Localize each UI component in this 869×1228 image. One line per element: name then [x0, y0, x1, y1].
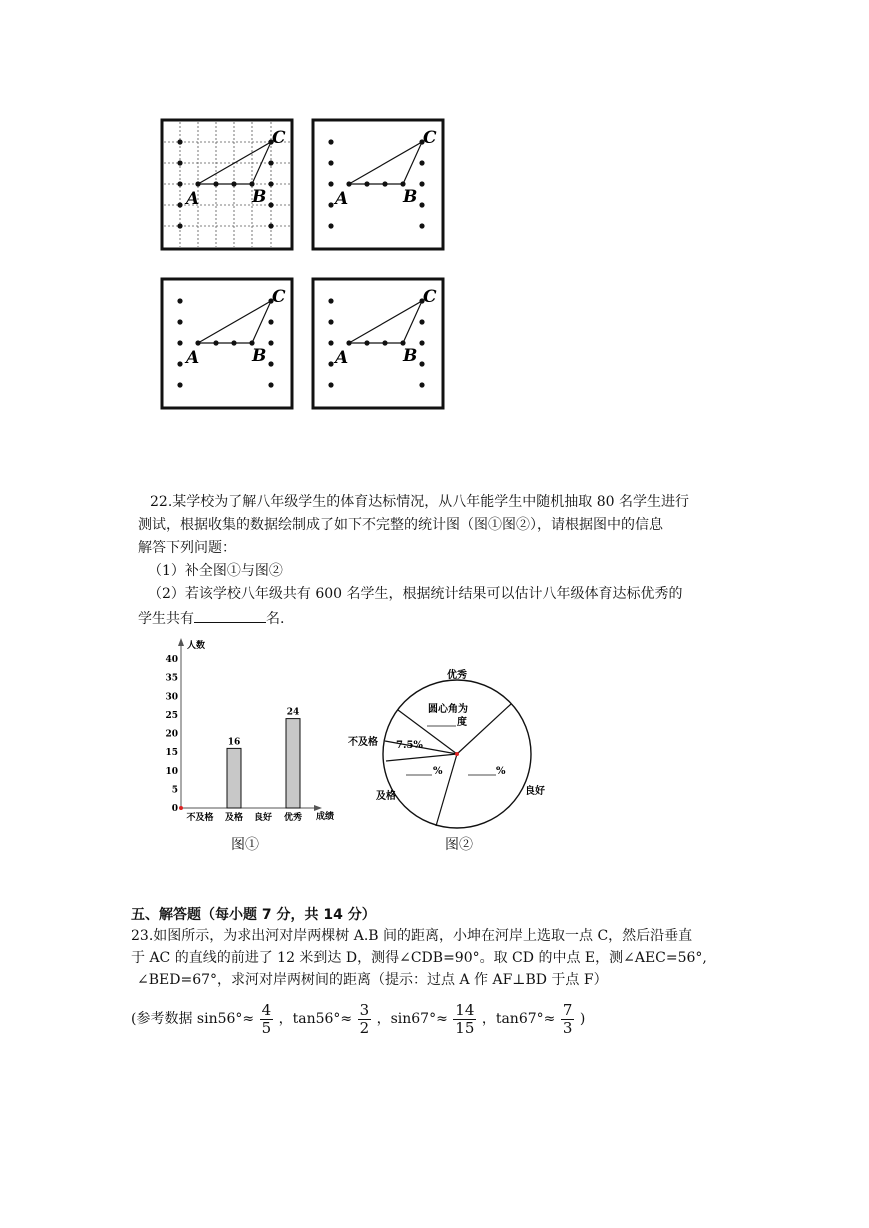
- grid-figure-4-svg: [311, 277, 445, 410]
- q22-sub-2b-post: 名.: [266, 611, 285, 627]
- label-c: C: [272, 287, 286, 307]
- pie-chart: [340, 660, 570, 840]
- x-axis-arrow: [314, 805, 322, 811]
- grid-figure-1: [160, 118, 294, 251]
- bar-chart-caption: [231, 834, 259, 854]
- y-tick-label: 30: [165, 692, 178, 703]
- section-5-title: 五、解答题（每小题 7 分，共 14 分）: [131, 907, 376, 923]
- pie-center-dot: [455, 752, 459, 756]
- q22-sub-2b: [138, 608, 284, 629]
- pie-chart-svg: [340, 660, 570, 840]
- ref-sin56: (参考数据 sin56°≈: [131, 1011, 255, 1027]
- fraction-4-5: [260, 1002, 274, 1037]
- fraction-numerator: 3: [359, 1000, 370, 1019]
- grid-figure-1-svg: [160, 118, 294, 251]
- bar-chart: [160, 632, 350, 832]
- pie-good-percent: %: [496, 766, 506, 777]
- x-axis-label: 成绩: [316, 812, 335, 822]
- fraction-numerator: 7: [562, 1000, 573, 1019]
- y-tick-label: 0: [171, 804, 178, 814]
- pie-central-angle-label: 圆心角为: [428, 704, 468, 715]
- fraction-14-15: [453, 1002, 476, 1037]
- y-tick-label: 25: [165, 710, 178, 721]
- label-b: B: [252, 346, 267, 366]
- label-b: B: [403, 187, 418, 207]
- bar-data-label: 24: [286, 707, 300, 718]
- label-a: A: [335, 189, 349, 209]
- ref-sin67: ，sin67°≈: [376, 1011, 448, 1027]
- x-category-label: 良好: [253, 813, 273, 823]
- origin-dot: [179, 806, 183, 810]
- pie-degree-unit: 度: [457, 717, 467, 728]
- label-a: A: [335, 348, 349, 368]
- pie-label-excellent: 优秀: [447, 670, 467, 681]
- grid-figure-3-svg: [160, 277, 294, 410]
- bar-chart-svg: [160, 632, 350, 832]
- pie-pass-percent: %: [433, 766, 443, 777]
- label-c: C: [423, 287, 437, 307]
- pie-chart-caption: [445, 834, 473, 854]
- y-tick-label: 35: [165, 673, 178, 684]
- pie-fail-percent: 7.5%: [396, 740, 423, 751]
- fraction-3-2: [358, 1002, 372, 1037]
- q22-sub-2b-pre: 学生共有: [138, 611, 194, 627]
- bar: [286, 719, 300, 808]
- bar: [227, 748, 241, 808]
- q23-reference-data: [131, 1000, 585, 1038]
- ref-tan67: ，tan67°≈: [481, 1011, 556, 1027]
- grid-figure-4: [311, 277, 445, 410]
- q23-line-2: 于 AC 的直线的前进了 12 米到达 D，测得∠CDB=90°。取 CD 的中点 E，测∠AEC=56°,: [131, 950, 707, 966]
- q22-line-1: 22.某学校为了解八年级学生的体育达标情况，从八年能学生中随机抽取 80 名学生进行: [150, 494, 689, 510]
- y-axis-arrow: [178, 638, 184, 646]
- label-c: C: [423, 128, 437, 148]
- y-tick-label: 15: [165, 748, 178, 759]
- pie-label-pass: 及格: [376, 791, 396, 802]
- q23-line-1: 23.如图所示，为求出河对岸两棵树 A.B 间的距离，小坤在河岸上选取一点 C，然后沿垂直: [131, 928, 693, 944]
- q22-sub-1: （1）补全图①与图②: [148, 563, 283, 579]
- grid-figure-2-svg: [311, 118, 445, 251]
- y-axis-label: 人数: [187, 641, 206, 651]
- x-category-label: 优秀: [283, 813, 303, 823]
- q22-line-2: 测试，根据收集的数据绘制成了如下不完整的统计图（图①图②），请根据图中的信息: [138, 517, 663, 533]
- y-tick-label: 40: [165, 655, 178, 665]
- label-a: A: [186, 189, 200, 209]
- fraction-denominator: 3: [562, 1018, 573, 1037]
- pie-label-good: 良好: [525, 786, 545, 797]
- pie-label-fail: 不及格: [348, 737, 378, 748]
- y-tick-label: 5: [171, 785, 178, 796]
- answer-blank[interactable]: [194, 608, 266, 623]
- fraction-denominator: 2: [359, 1018, 370, 1037]
- fraction-7-3: [561, 1002, 575, 1037]
- label-b: B: [403, 346, 418, 366]
- caption-fig2: 图②: [445, 837, 473, 853]
- q22-sub-2: （2）若该学校八年级共有 600 名学生，根据统计结果可以估计八年级体育达标优秀的: [148, 586, 683, 602]
- y-tick-label: 20: [165, 729, 178, 740]
- fraction-denominator: 15: [455, 1018, 475, 1037]
- fraction-numerator: 14: [455, 1000, 475, 1019]
- ref-tan56: ，tan56°≈: [278, 1011, 353, 1027]
- ref-end: ): [579, 1011, 586, 1027]
- label-b: B: [252, 187, 267, 207]
- label-c: C: [272, 128, 286, 148]
- q22-line-3: 解答下列问题：: [138, 540, 236, 556]
- bar-data-label: 16: [227, 737, 241, 748]
- fraction-denominator: 5: [261, 1018, 272, 1037]
- grid-figure-2: [311, 118, 445, 251]
- x-category-label: 不及格: [186, 813, 214, 823]
- fraction-numerator: 4: [261, 1000, 272, 1019]
- label-a: A: [186, 348, 200, 368]
- q23-line-3: ∠BED=67°，求河对岸两树间的距离（提示：过点 A 作 AF⊥BD 于点 F）: [137, 972, 608, 988]
- y-tick-label: 10: [165, 766, 178, 777]
- caption-fig1: 图①: [231, 837, 259, 853]
- grid-figure-3: [160, 277, 294, 410]
- x-category-label: 及格: [224, 813, 244, 823]
